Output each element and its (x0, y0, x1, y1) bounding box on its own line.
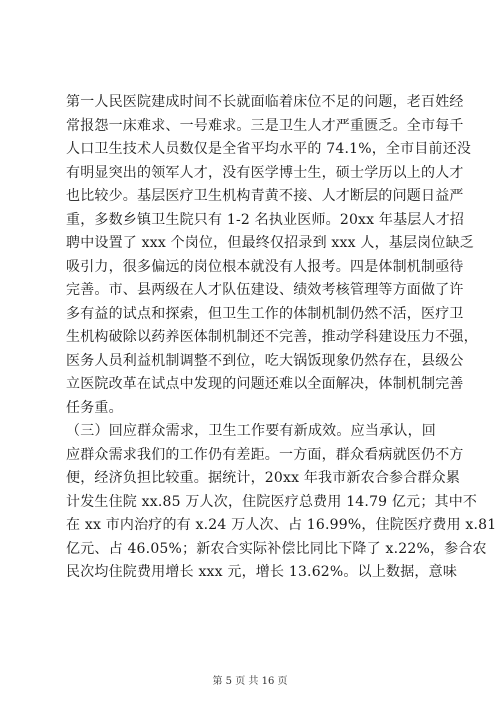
text-line: 第一人民医院建成时间不长就面临着床位不足的问题，老百姓经 (66, 94, 464, 110)
text-line: 也比较少。基层医疗卫生机构青黄不接、人才断层的问题日益严 (66, 188, 464, 204)
text-line: 有明显突出的领军人才，没有医学博士生，硕士学历以上的人才 (66, 164, 464, 181)
text-line: 重，多数乡镇卫生院只有 1-2 名执业医师。20xx 年基层人才招 (66, 211, 465, 228)
text-line: 在 xx 市内治疗的有 x.24 万人次、占 16.99%，住院医疗费用 x.81 (66, 517, 497, 533)
document-body (66, 91, 497, 585)
text-line: 吸引力，很多偏远的岗位根本就没有人报考。四是体制机制亟待 (66, 258, 464, 275)
text-line: 计发生住院 xx.85 万人次，住院医疗总费用 14.79 亿元；其中不 (66, 493, 478, 510)
text-line: 任务重。 (66, 399, 123, 416)
text-line: 完善。市、县两级在人才队伍建设、绩效考核管理等方面做了许 (66, 282, 464, 298)
text-line: 多有益的试点和探索，但卫生工作的体制机制仍然不活，医疗卫 (66, 305, 464, 322)
paragraph-2 (66, 420, 497, 585)
text-line: 亿元、占 46.05%；新农合实际补偿比同比下降了 x.22%，参合农 (66, 540, 487, 557)
text-line: 生机构破除以药养医体制机制还不完善，推动学科建设压力不强， (66, 329, 478, 345)
page-footer: 第 5 页 共 16 页 (212, 676, 288, 687)
text-line: 民次均住院费用增长 xxx 元，增长 13.62%。以上数据，意味 (66, 564, 458, 580)
text-line: （三）回应群众需求，卫生工作要有新成效。应当承认，回 (66, 423, 436, 439)
text-line: 聘中设置了 xxx 个岗位，但最终仅招录到 xxx 人，基层岗位缺乏 (66, 235, 474, 251)
paragraph-1 (66, 91, 478, 420)
text-line: 便，经济负担比较重。据统计，20xx 年我市新农合参合群众累 (66, 470, 461, 486)
text-line: 应群众需求我们的工作仍有差距。一方面，群众看病就医仍不方 (66, 446, 464, 463)
text-line: 常报怨一床难求、一号难求。三是卫生人才严重匮乏。全市每千 (66, 117, 464, 134)
text-line: 立医院改革在试点中发现的问题还难以全面解决，体制机制完善 (66, 376, 464, 392)
text-line: 医务人员利益机制调整不到位，吃大锅饭现象仍然存在，县级公 (66, 352, 464, 369)
text-line: 人口卫生技术人员数仅是全省平均水平的 74.1%，全市目前还没 (66, 141, 472, 157)
